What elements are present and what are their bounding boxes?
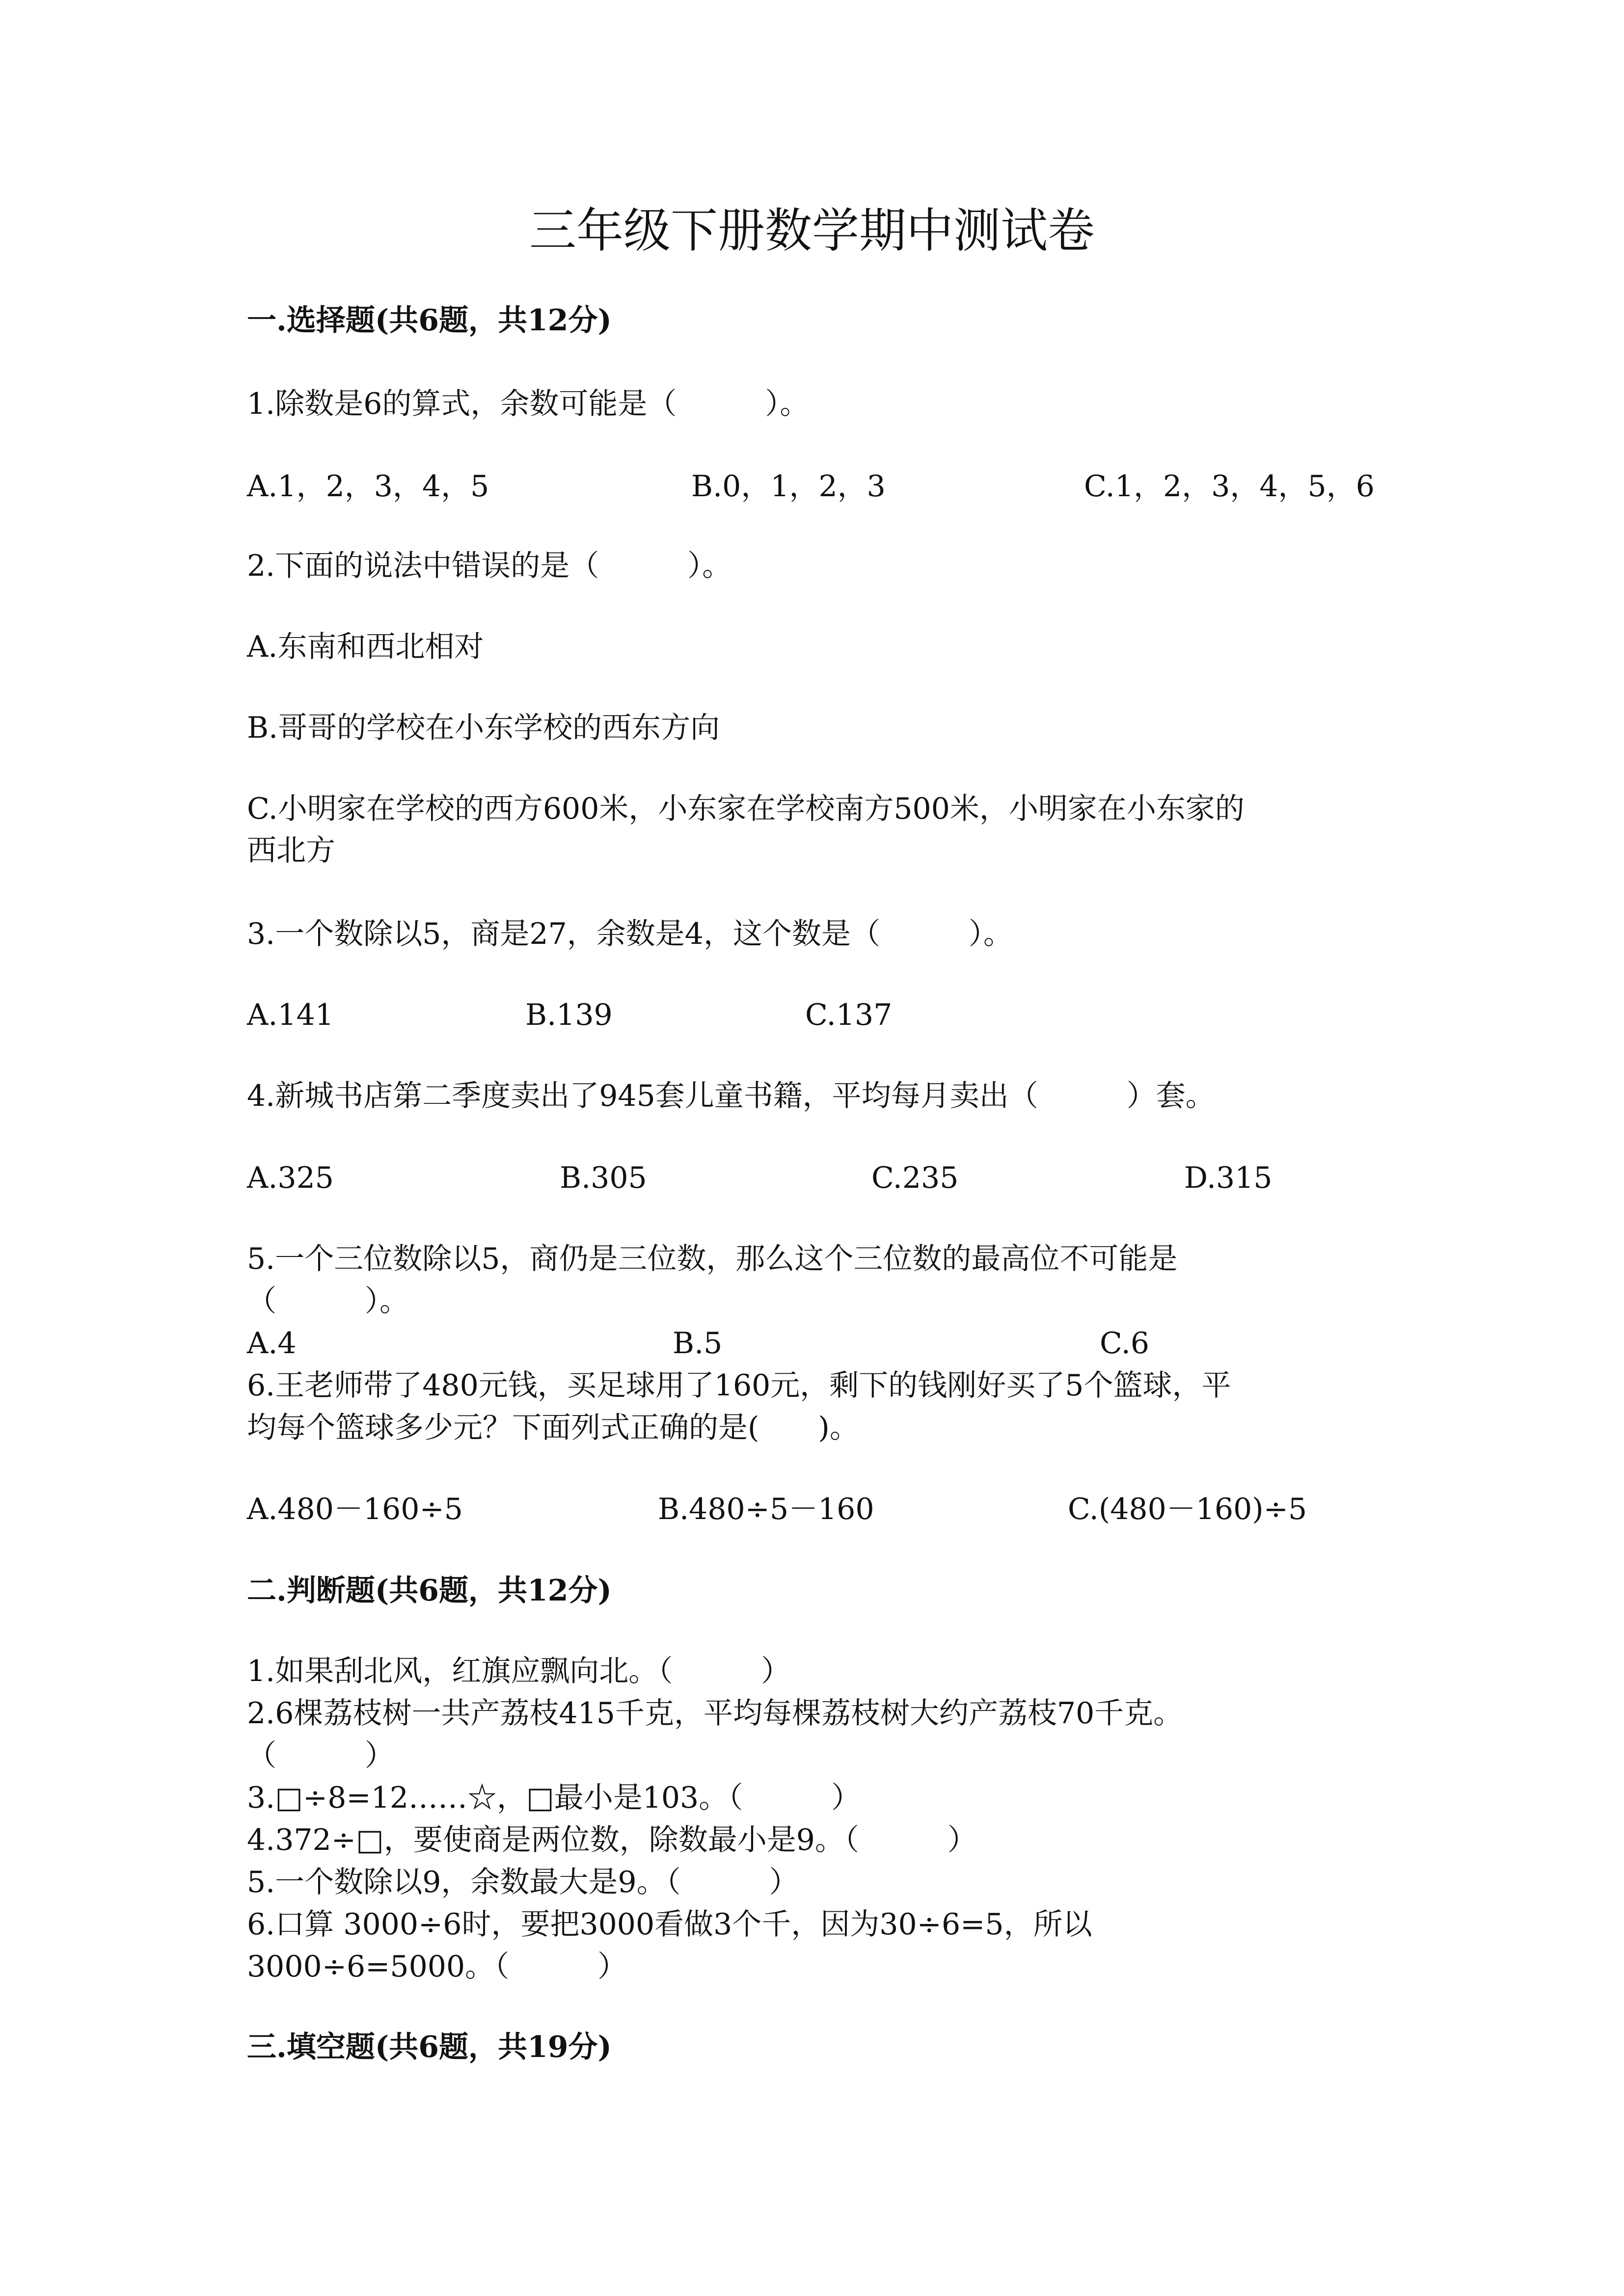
option-b: B.139 bbox=[525, 998, 613, 1032]
option-c: C.(480－160)÷5 bbox=[1068, 1492, 1307, 1526]
question-stem: 2.下面的说法中错误的是（ ）。 bbox=[247, 549, 732, 583]
option-b: B.哥哥的学校在小东学校的西东方向 bbox=[247, 711, 720, 745]
option-c: C.235 bbox=[871, 1161, 959, 1195]
section-heading-fill: 三.填空题(共6题，共19分) bbox=[247, 2030, 612, 2064]
judge-item: 1.如果刮北风，红旗应飘向北。（ ） bbox=[247, 1654, 791, 1688]
page-title: 三年级下册数学期中测试卷 bbox=[529, 203, 1095, 258]
option-b: B.305 bbox=[560, 1161, 647, 1195]
section-heading-judge: 二.判断题(共6题，共12分) bbox=[247, 1574, 612, 1608]
option-a: A.141 bbox=[247, 998, 334, 1032]
question-stem-continued: （ ）。 bbox=[247, 1284, 409, 1318]
option-a: A.1，2，3，4，5 bbox=[247, 469, 489, 504]
section-heading-choice: 一.选择题(共6题，共12分) bbox=[247, 303, 612, 338]
question-stem: 1.除数是6的算式，余数可能是（ ）。 bbox=[247, 387, 810, 421]
option-c: C.小明家在学校的西方600米，小东家在学校南方500米，小明家在小东家的 bbox=[247, 792, 1245, 826]
option-b: B.480÷5－160 bbox=[658, 1492, 874, 1526]
question-stem: 3.一个数除以5，商是27，余数是4，这个数是（ ）。 bbox=[247, 917, 1013, 951]
question-stem: 5.一个三位数除以5，商仍是三位数，那么这个三位数的最高位不可能是 bbox=[247, 1242, 1178, 1276]
judge-item: 6.口算 3000÷6时，要把3000看做3个千，因为30÷6=5，所以 bbox=[247, 1907, 1092, 1942]
judge-item: 3.□÷8=12……☆，□最小是103。（ ） bbox=[247, 1781, 861, 1815]
option-a: A.东南和西北相对 bbox=[247, 630, 484, 664]
question-stem: 6.王老师带了480元钱，买足球用了160元，剩下的钱刚好买了5个篮球，平 bbox=[247, 1368, 1231, 1403]
option-c: C.137 bbox=[805, 998, 893, 1032]
judge-item: 5.一个数除以9，余数最大是9。（ ） bbox=[247, 1865, 799, 1899]
option-a: A.4 bbox=[247, 1326, 297, 1361]
option-b: B.0，1，2，3 bbox=[691, 469, 886, 504]
option-c-continued: 西北方 bbox=[247, 833, 335, 868]
question-stem: 4.新城书店第二季度卖出了945套儿童书籍，平均每月卖出（ ）套。 bbox=[247, 1079, 1215, 1113]
question-stem-continued: 均每个篮球多少元？下面列式正确的是( )。 bbox=[247, 1411, 859, 1445]
judge-item: 2.6棵荔枝树一共产荔枝415千克，平均每棵荔枝树大约产荔枝70千克。 bbox=[247, 1696, 1183, 1731]
judge-item-continued: （ ） bbox=[247, 1738, 394, 1773]
option-c: C.6 bbox=[1100, 1326, 1150, 1361]
option-a: A.325 bbox=[247, 1161, 334, 1195]
judge-item: 4.372÷□，要使商是两位数，除数最小是9。（ ） bbox=[247, 1823, 977, 1857]
option-a: A.480－160÷5 bbox=[247, 1492, 463, 1526]
judge-item-continued: 3000÷6=5000。（ ） bbox=[247, 1949, 627, 1984]
option-b: B.5 bbox=[673, 1326, 723, 1361]
option-d: D.315 bbox=[1184, 1161, 1272, 1195]
option-c: C.1，2，3，4，5，6 bbox=[1084, 469, 1375, 504]
